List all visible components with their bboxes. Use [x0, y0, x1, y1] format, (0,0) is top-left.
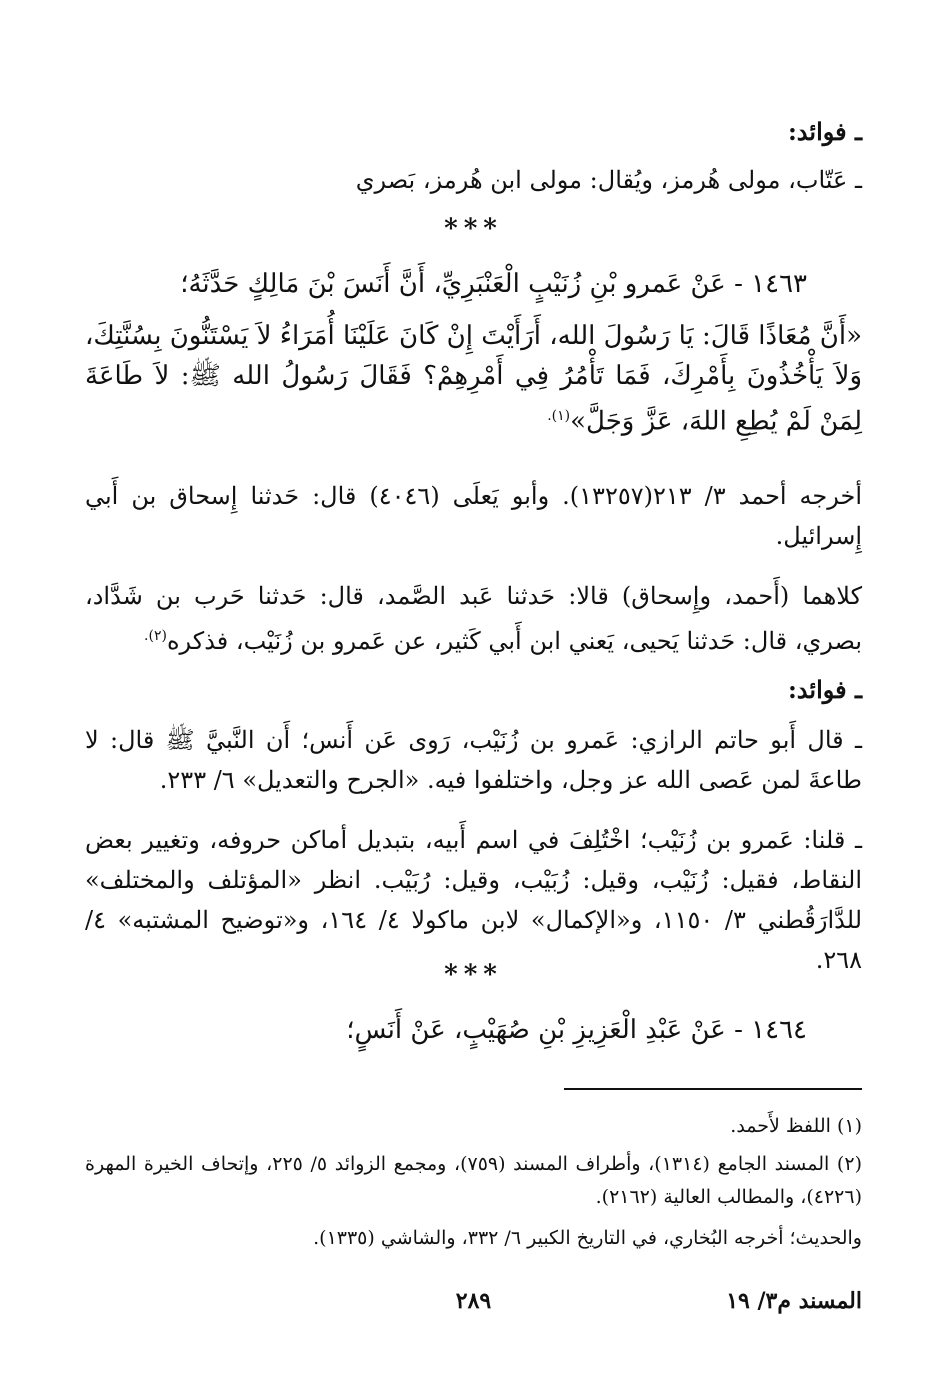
footnote-ref-2: (٢).: [144, 628, 167, 644]
hadith-1463-takhrij-2: [85, 576, 862, 661]
footnote-ref-1: (١).: [547, 408, 571, 424]
hadith-1463-matn: «أَنَّ مُعَاذًا قَالَ: يَا رَسُولَ الله، أَرَأَيْتَ إِنْ كَانَ عَلَيْنَا أُمَرَاءُ لاَ يَسْتَنُّونَ بِسُنَّتِكَ، وَلاَ يَأْخُذُونَ بِأَمْرِكَ، فَمَا تَأْمُرُ فِي أَمْرِهِمْ؟ فَقَالَ رَسُولُ الله ﷺ: لاَ طَاعَةَ لِمَنْ لَمْ يُطِعِ اللهَ، عَزَّ وَجَلَّ»: [85, 321, 862, 437]
hadith-1463-chain-text: - عَنْ عَمرو بْنِ زُنَيْبٍ الْعَنْبَرِيِّ، أَنَّ أَنَسَ بْنَ مَالِكٍ حَدَّثَهُ؛: [180, 269, 743, 299]
fawaid-heading-2: ـ فوائد:: [787, 675, 862, 704]
fawaid-paragraph-1: ـ قال أَبو حاتم الرازي: عَمرو بن زُنَيْب، رَوى عَن أَنس؛ أَن النَّبيَّ ﷺ قال: لا طاعةَ لمن عَصى الله عز وجل، واختلفوا فيه. «الجرح والتعديل» ٦/ ٢٣٣.: [85, 726, 863, 794]
footnote-rule: [564, 1088, 862, 1090]
hadith-1463-number: ١٤٦٣: [751, 269, 807, 299]
separator-stars-1: ***: [444, 214, 503, 244]
hadith-1464-number: ١٤٦٤: [751, 1015, 807, 1045]
takhrij-2-text: كلاهما (أَحمد، وإِسحاق) قالا: حَدثنا عَبد الصَّمد، قال: حَدثنا حَرب بن شَدَّاد، بصري، قال: حَدثنا يَحيى، يَعني ابن أَبي كَثير، عن عَمرو بن زُنَيْب، فذكره: [85, 582, 862, 655]
hadith-1464-chain-text: - عَنْ عَبْدِ الْعَزِيزِ بْنِ صُهَيْبٍ، عَنْ أَنَسٍ؛: [346, 1015, 743, 1045]
page-number: ٢٨٩: [455, 1288, 492, 1314]
fawaid-line-1: ـ عَتّاب، مولى هُرمز، ويُقال: مولى ابن هُرمز، بَصري: [355, 166, 862, 194]
footnote-3: والحديث؛ أخرجه البُخاري، في التاريخ الكبير ٦/ ٣٣٢، والشاشي (١٣٣٥).: [313, 1227, 862, 1249]
page-footer: [85, 1288, 862, 1322]
signature-mark: المسند م٣/ ١٩: [726, 1288, 862, 1314]
separator-stars-2: ***: [444, 960, 503, 990]
fawaid-heading-1: ـ فوائد:: [787, 117, 862, 146]
hadith-1463-chain: [85, 262, 862, 306]
hadith-1463-text: [85, 316, 862, 442]
hadith-1464-chain: [85, 1008, 862, 1052]
footnote-2: (٢) المسند الجامع (١٣١٤)، وأطراف المسند (٧٥٩)، ومجمع الزوائد ٥/ ٢٢٥، وإتحاف الخيرة المهرة (٤٢٢٦)، والمطالب العالية (٢١٦٢).: [85, 1153, 862, 1208]
hadith-1463-takhrij-1: أخرجه أحمد ٣/ ٢١٣(١٣٢٥٧). وأبو يَعلَى (٤٠٤٦) قال: حَدثنا إِسحاق بن أَبي إِسرائيل.: [85, 482, 863, 550]
footnote-1: (١) اللفظ لأَحمد.: [730, 1115, 862, 1137]
fawaid-paragraph-2: ـ قلنا: عَمرو بن زُنَيْب؛ اخْتُلِفَ في اسم أَبيه، بتبديل أماكن حروفه، وتغيير بعض النقاط، فقيل: زُنَيْب، وقيل: زُبَيْب، وقيل: رُبَيْب. انظر «المؤتلف والمختلف» للدَّارَقُطني ٣/ ١١٥٠، و«الإكمال» لابن ماكولا ٤/ ١٦٤، و«توضيح المشتبه» ٤/ ٢٦٨.: [85, 826, 863, 974]
